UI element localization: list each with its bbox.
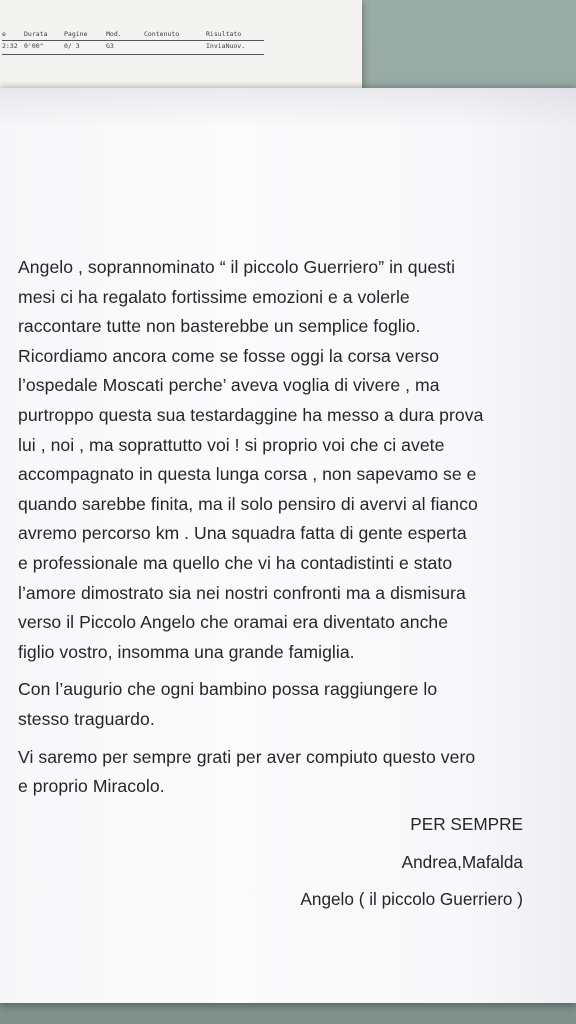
signature-angelo: Angelo ( il piccolo Guerriero ) [300, 889, 523, 909]
paragraph-2 [18, 675, 568, 734]
fax-data-cell: 0/ 3 [64, 42, 80, 50]
letter-body [18, 253, 568, 802]
text-line: Con l’augurio che ogni bambino possa raggiungere lo [18, 679, 438, 700]
fax-header-cell: Contenuto [144, 30, 180, 38]
text-line: Vi saremo per sempre grati per aver compiuto questo vero [18, 746, 476, 767]
fax-header-cell: Mod. [106, 30, 122, 38]
text-line: quando sarebbe finita, ma il solo pensiro di avervi al fianco [18, 493, 478, 514]
paragraph-spacer [18, 735, 568, 743]
text-line: avremo percorso km . Una squadra fatta di gente esperta [18, 523, 467, 544]
letter-fold-shadow [0, 88, 576, 128]
text-line: purtroppo questa sua testardaggine ha messo a dura prova [18, 404, 484, 425]
text-line: accompagnato in questa lunga corsa , non sapevamo se e [18, 464, 477, 485]
text-line: lui , noi , ma soprattutto voi ! si proprio voi che ci avete [18, 434, 445, 455]
text-line: l’ospedale Moscati perche’ aveva voglia di vivere , ma [18, 375, 440, 396]
fax-header-cell: Pagine [64, 30, 88, 38]
fax-data-cell: 0'00" [24, 42, 44, 50]
text-line: mesi ci ha regalato fortissime emozioni e a volerle [18, 286, 410, 307]
paragraph-spacer [18, 667, 568, 675]
fax-header-cell: e [2, 30, 6, 38]
fax-divider [2, 54, 264, 55]
text-line: e proprio Miracolo. [18, 776, 165, 797]
text-line: figlio vostro, insomma una grande famiglia. [18, 641, 355, 662]
fax-header-row [2, 28, 292, 40]
text-line: Ricordiamo ancora come se fosse oggi la corsa verso [18, 345, 440, 366]
text-line: l’amore dimostrato sia nei nostri confronti ma a dismisura [18, 582, 466, 603]
fax-data-row [2, 40, 292, 52]
paragraph-1 [18, 253, 568, 667]
signature-closing: PER SEMPRE [410, 814, 523, 834]
fax-header-cell: Durata [24, 30, 48, 38]
fax-report-sheet [0, 0, 362, 96]
text-line: verso il Piccolo Angelo che oramai era diventato anche [18, 612, 449, 633]
text-line: Angelo , soprannominato “ il piccolo Guerriero” in questi [18, 257, 456, 277]
fax-header-cell: Risultato [206, 30, 242, 38]
fax-data-cell: 2:32 [2, 42, 18, 50]
text-line: raccontare tutte non basterebbe un semplice foglio. [18, 316, 421, 337]
fax-data-cell: InviaNuov. [206, 42, 246, 50]
text-line: e professionale ma quello che vi ha contadistinti e stato [18, 552, 453, 573]
signature-names: Andrea,Mafalda [401, 852, 523, 872]
paragraph-3 [18, 743, 568, 802]
fax-data-cell: G3 [106, 42, 114, 50]
fax-divider [2, 40, 264, 41]
text-line: stesso traguardo. [18, 708, 155, 729]
